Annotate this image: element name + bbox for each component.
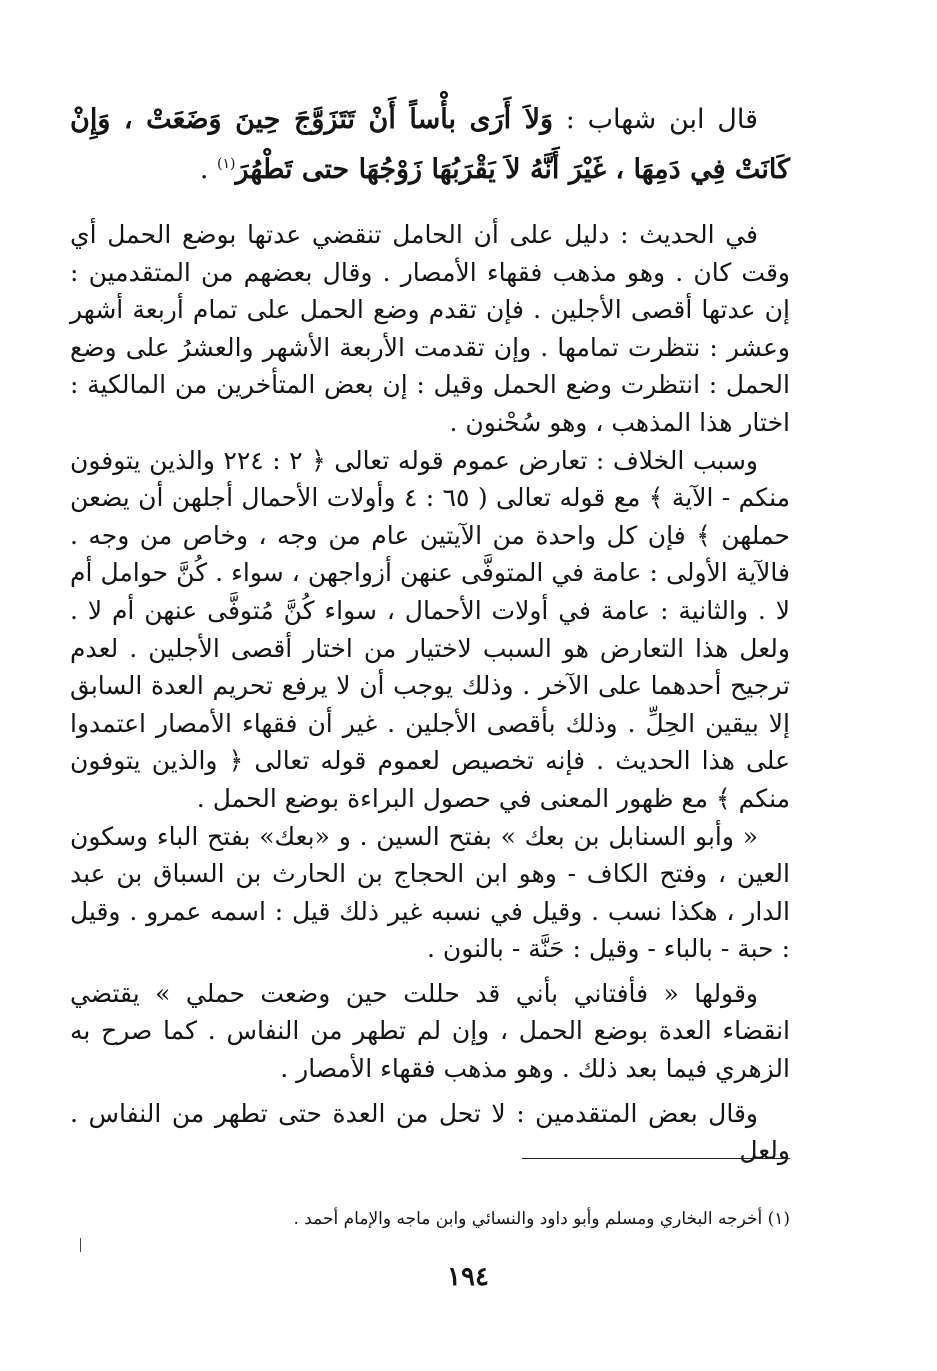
paragraph: « وأبو السنابل بن بعك » بفتح السين . و «بعك» بفتح الباء وسكون العين ، وفتح الكاف - وهو ابن الحجاج بن الحارث بن السباق بن عبد الدار ، هكذا نسب . وقيل في نسبه غير ذلك قيل : اسمه عمرو . وقيل : حبة - بالباء - وقيل : حَنَّة - بالنون . xyxy=(70,821,790,964)
page-body xyxy=(70,98,790,1170)
paragraph: وقال بعض المتقدمين : لا تحل من العدة حتى تطهر من النفاس . ولعل xyxy=(70,1098,790,1166)
quote-text: وَلاَ أَرَى بأْساً أَنْ تَتَزَوَّجَ حِينَ وَضَعَتْ ، وَإِنْ كَانَتْ فِي دَمِهَا ، غَيْرَ أَنَّهُ لاَ يَقْرَبُهَا زَوْجُهَا حتى تَطْهُرَ xyxy=(70,104,790,185)
footnote-ref: (١) xyxy=(217,156,236,172)
footnote: (١) أخرجه البخاري ومسلم وأبو داود والنسائي وابن ماجه والإمام أحمد . xyxy=(293,1209,790,1229)
footnote-divider xyxy=(522,1158,790,1159)
paragraph: وسبب الخلاف : تعارض عموم قوله تعالى ﴿ ٢ : ٢٢٤ والذين يتوفون منكم - الآية ﴾ مع قوله تعالى ( ٦٥ : ٤ وأولات الأحمال أجلهن أن يضعن حملهن ﴾ فإن كل واحدة من الآيتين عام من وجه ، وخاص من وجه . فالآية الأولى : عامة في المتوفَّى عنهن أزواجهن ، سواء . كُنَّ حوامل أم لا . والثانية : عامة في أولات الأحمال ، سواء كُنَّ مُتوفَّى عنهن أم لا . ولعل هذا التعارض هو السبب لاختيار من اختار أقصى الأجلين . لعدم ترجيح أحدهما على الآخر . وذلك يوجب أن لا يرفع تحريم العدة السابق إلا بيقين الحِلِّ . وذلك بأقصى الأجلين . غير أن فقهاء الأمصار اعتمدوا على هذا الحديث . فإنه تخصيص لعموم قوله تعالى ﴿ والذين يتوفون منكم ﴾ مع ظهور المعنى في حصول البراءة بوضع الحمل . xyxy=(70,445,791,813)
quote-intro: قال ابن شهاب : xyxy=(553,104,759,135)
margin-mark xyxy=(80,1238,81,1252)
hadith-quote xyxy=(70,98,790,192)
quote-end: . xyxy=(199,154,218,185)
paragraph: وقولها « فأفتاني بأني قد حللت حين وضعت حملي » يقتضي انقضاء العدة بوضع الحمل ، وإن لم تطهر من النفاس . كما صرح به الزهري فيما بعد ذلك . وهو مذهب فقهاء الأمصار . xyxy=(70,978,790,1084)
paragraph: في الحديث : دليل على أن الحامل تنقضي عدتها بوضع الحمل أي وقت كان . وهو مذهب فقهاء الأمصار . وقال بعضهم من المتقدمين : إن عدتها أقصى الأجلين . فإن تقدم وضع الحمل على تمام أربعة أشهر وعشر : نتظرت تمامها . وإن تقدمت الأربعة الأشهر والعشرُ على وضع الحمل : انتظرت وضع الحمل وقيل : إن بعض المتأخرين من المالكية : اختار هذا المذهب ، وهو سُحْنون . xyxy=(70,220,790,437)
page-number: ١٩٤ xyxy=(447,1262,489,1292)
